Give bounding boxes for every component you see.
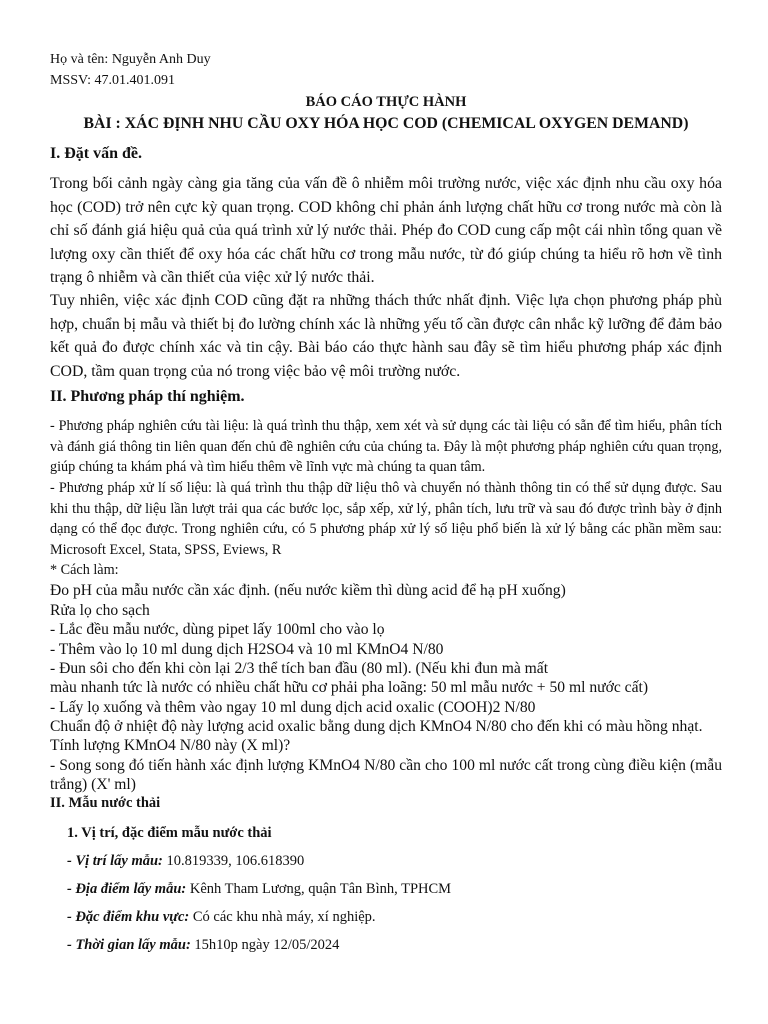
section-1-paragraph-2: Tuy nhiên, việc xác định COD cũng đặt ra những thách thức nhất định. Việc lựa chọn phương pháp phù hợp, chuẩn bị mẫu và thiết bị đo lường chính xác là những yếu tố cần được cân nhắc kỹ lưỡng để đảm bảo kết quả đo được chính xác và tin cậy. Bài báo cáo thực hành sau đây sẽ tìm hiểu phương pháp xác định COD, tầm quan trọng của nó trong việc bảo vệ môi trường nước. [50,292,722,380]
lesson-title: BÀI : XÁC ĐỊNH NHU CẦU OXY HÓA HỌC COD (CHEMICAL OXYGEN DEMAND) [83,115,689,132]
student-id: MSSV: 47.01.401.091 [50,73,175,88]
item-value: Kênh Tham Lương, quận Tân Bình, TPHCM [186,881,452,897]
procedure-label: * Cách làm: [50,562,119,578]
item-label: - Đặc điểm khu vực: [67,909,190,925]
step-line: Đo pH của mẫu nước cần xác định. (nếu nước kiềm thì dùng acid để hạ pH xuống) [50,582,566,599]
section-3-heading: II. Mẫu nước thải [50,795,161,811]
sampling-site [67,879,451,899]
area-characteristics [67,907,376,927]
section-3-subheading: 1. Vị trí, đặc điểm mẫu nước thải [67,825,272,841]
step-line: Chuẩn độ ở nhiệt độ này lượng acid oxalic bằng dung dịch KMnO4 N/80 cho đến khi có màu hồng nhạt. [50,718,703,735]
item-value: Có các khu nhà máy, xí nghiệp. [189,909,376,925]
step-line: - Thêm vào lọ 10 ml dung dịch H2SO4 và 10 ml KMnO4 N/80 [50,641,444,658]
item-value: 15h10p ngày 12/05/2024 [190,937,340,953]
step-line: Tính lượng KMnO4 N/80 này (X ml)? [50,737,291,754]
sampling-location [67,851,304,871]
student-name: Họ và tên: Nguyễn Anh Duy [50,52,211,67]
item-value: 10.819339, 106.618390 [162,853,305,869]
section-1-paragraph-1: Trong bối cảnh ngày càng gia tăng của vấn đề ô nhiễm môi trường nước, việc xác định nhu cầu oxy hóa học (COD) trở nên cực kỳ quan trọng. COD không chỉ phản ánh lượng chất hữu cơ trong nước mà còn là chỉ số đánh giá hiệu quả của quá trình xử lý nước thải. Phép đo COD cung cấp một cái nhìn tổng quan về lượng oxy cần thiết để oxy hóa các chất hữu cơ trong mẫu nước, từ đó giúp chúng ta hiểu rõ hơn về tình trạng ô nhiễm và cần thiết của việc xử lý nước thải. [50,175,722,286]
item-label: - Vị trí lấy mẫu: [67,853,163,869]
item-label: - Thời gian lấy mẫu: [67,937,191,953]
report-title: BÁO CÁO THỰC HÀNH [305,94,467,110]
method-research: - Phương pháp nghiên cứu tài liệu: là quá trình thu thập, xem xét và sử dụng các tài liệu có sẵn để tìm hiểu, phân tích và đánh giá thông tin liên quan đến chủ đề nghiên cứu của chúng ta. Đây là một phương pháp nghiên cứu quan trọng, giúp chúng ta khám phá và tìm hiểu thêm về lĩnh vực mà chúng ta quan tâm. [50,418,722,475]
step-line: - Lắc đều mẫu nước, dùng pipet lấy 100ml cho vào lọ [50,621,385,638]
method-data-processing: - Phương pháp xử lí số liệu: là quá trình thu thập dữ liệu thô và chuyển nó thành thông tin có thể sử dụng được. Sau khi thu thập, dữ liệu lần lượt trải qua các bước lọc, sắp xếp, xử lý, phân tích, lưu trữ và sau đó được trình bày ở định dạng có thể đọc được. Trong nghiên cứu, có 5 phương pháp xử lý số liệu phổ biến là xử lý bằng các phần mềm sau: Microsoft Excel, Stata, SPSS, Eviews, R [50,480,722,558]
step-line: Rửa lọ cho sạch [50,602,150,619]
step-line: - Lấy lọ xuống và thêm vào ngay 10 ml dung dịch acid oxalic (COOH)2 N/80 [50,699,536,716]
section-1-heading: I. Đặt vấn đề. [50,145,143,162]
step-line: màu nhanh tức là nước có nhiều chất hữu cơ phải pha loãng: 50 ml mẫu nước + 50 ml nước cất) [50,679,649,696]
section-2-heading: II. Phương pháp thí nghiệm. [50,388,245,405]
step-line: - Đun sôi cho đến khi còn lại 2/3 thể tích ban đầu (80 ml). (Nếu khi đun mà mất [50,660,549,677]
sampling-time [67,935,339,955]
parallel-step: - Song song đó tiến hành xác định lượng KMnO4 N/80 cần cho 100 ml nước cất trong cùng điều kiện (mẫu trắng) (X' ml) [50,757,722,794]
item-label: - Địa điểm lấy mẫu: [67,881,187,897]
